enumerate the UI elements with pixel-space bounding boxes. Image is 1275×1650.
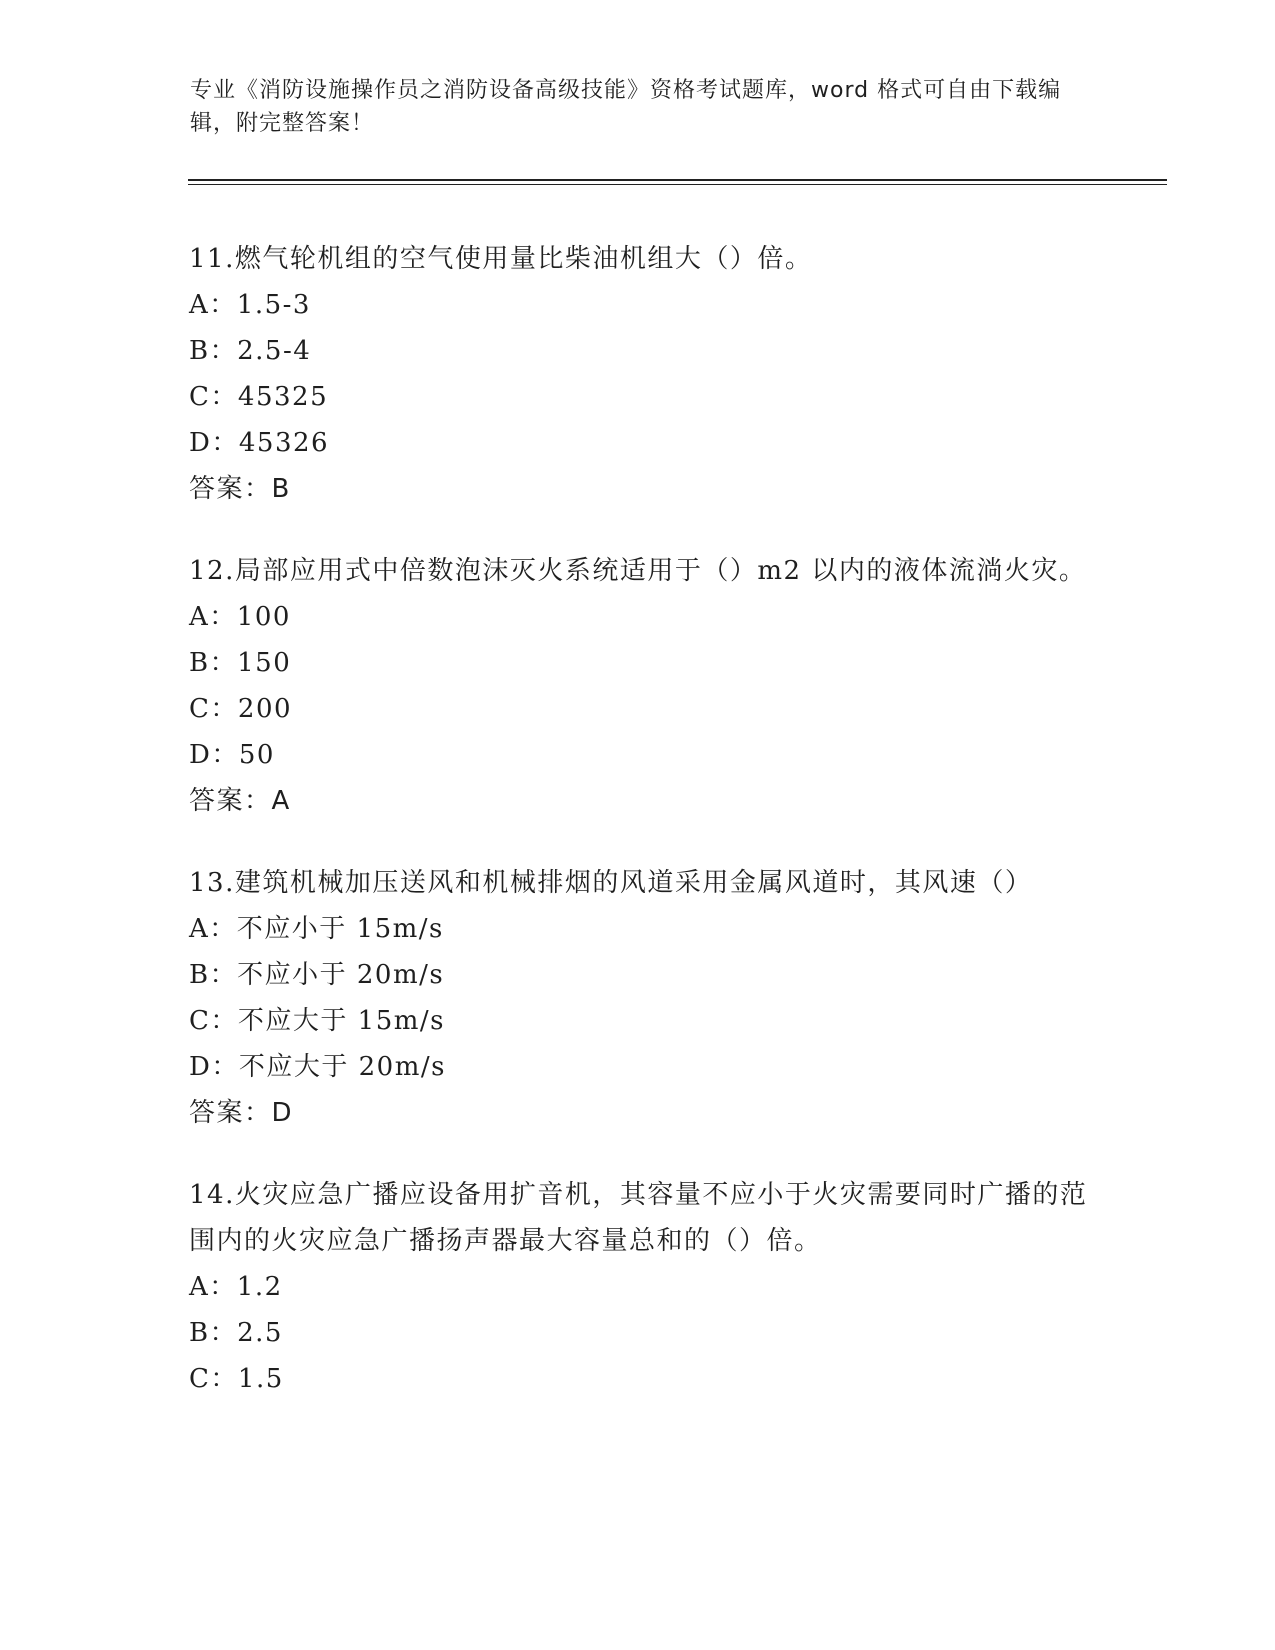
question-body: 建筑机械加压送风和机械排烟的风道采用金属风道时，其风速（） <box>234 868 1033 898</box>
option-label: D： <box>189 1052 239 1082</box>
option-text: 45325 <box>237 382 329 412</box>
answer-value: A <box>271 786 291 816</box>
answer-line <box>189 466 1089 512</box>
option-label: B： <box>189 1318 238 1348</box>
option-a <box>189 594 1089 640</box>
question-11 <box>189 236 1089 512</box>
option-a <box>189 906 1089 952</box>
option-label: C： <box>189 382 238 412</box>
option-label: B： <box>189 648 238 678</box>
option-label: B： <box>189 960 238 990</box>
question-12 <box>189 548 1089 824</box>
option-d <box>189 1044 1089 1090</box>
header-divider-thick <box>188 179 1167 181</box>
option-a <box>189 1264 1089 1310</box>
option-b <box>189 640 1089 686</box>
question-13 <box>189 860 1089 1136</box>
option-b <box>189 328 1089 374</box>
option-label: A： <box>189 914 237 944</box>
option-text: 50 <box>238 740 275 770</box>
question-text <box>189 860 1089 906</box>
question-number: 12. <box>189 556 235 586</box>
option-label: D： <box>189 428 239 458</box>
option-text: 1.5-3 <box>236 290 311 320</box>
answer-label: 答案： <box>189 786 272 816</box>
question-list <box>189 236 1089 1438</box>
question-number: 14. <box>189 1180 235 1210</box>
answer-line <box>189 1090 1089 1136</box>
option-text: 2.5 <box>237 1318 283 1348</box>
answer-line <box>189 778 1089 824</box>
question-body: 局部应用式中倍数泡沫灭火系统适用于（）m2 以内的液体流淌火灾。 <box>234 556 1087 586</box>
option-text: 不应小于 15m/s <box>236 914 444 944</box>
option-text: 2.5-4 <box>237 336 312 366</box>
answer-label: 答案： <box>189 474 272 504</box>
question-text <box>189 1172 1089 1264</box>
option-label: D： <box>189 740 239 770</box>
option-label: C： <box>189 1006 238 1036</box>
option-b <box>189 1310 1089 1356</box>
answer-value: D <box>271 1098 294 1128</box>
option-label: A： <box>189 602 237 632</box>
document-intro: 专业《消防设施操作员之消防设备高级技能》资格考试题库，word 格式可自由下载编辑，附完整答案！ <box>190 78 1062 136</box>
question-14 <box>189 1172 1089 1402</box>
option-c <box>189 1356 1089 1402</box>
option-text: 不应小于 20m/s <box>237 960 445 990</box>
option-text: 不应大于 20m/s <box>238 1052 446 1082</box>
question-text <box>189 236 1089 282</box>
option-d <box>189 420 1089 466</box>
option-text: 100 <box>236 602 291 632</box>
option-c <box>189 998 1089 1044</box>
option-text: 1.2 <box>236 1272 283 1302</box>
option-d <box>189 732 1089 778</box>
question-body: 火灾应急广播应设备用扩音机，其容量不应小于火灾需要同时广播的范围内的火灾应急广播扬声器最大容量总和的（）倍。 <box>189 1180 1088 1256</box>
option-b <box>189 952 1089 998</box>
option-label: B： <box>189 336 238 366</box>
question-number: 11. <box>189 244 235 274</box>
option-c <box>189 374 1089 420</box>
option-text: 1.5 <box>237 1364 284 1394</box>
option-text: 200 <box>237 694 293 724</box>
option-label: C： <box>189 1364 238 1394</box>
question-text <box>189 548 1089 594</box>
header-divider-thin <box>188 184 1167 185</box>
question-number: 13. <box>189 868 235 898</box>
answer-label: 答案： <box>189 1098 272 1128</box>
option-label: A： <box>189 290 237 320</box>
option-text: 150 <box>237 648 292 678</box>
option-c <box>189 686 1089 732</box>
question-body: 燃气轮机组的空气使用量比柴油机组大（）倍。 <box>234 244 813 274</box>
answer-value: B <box>271 474 291 504</box>
option-text: 45326 <box>238 428 330 458</box>
option-label: A： <box>189 1272 237 1302</box>
option-label: C： <box>189 694 238 724</box>
option-text: 不应大于 15m/s <box>237 1006 446 1036</box>
option-a <box>189 282 1089 328</box>
